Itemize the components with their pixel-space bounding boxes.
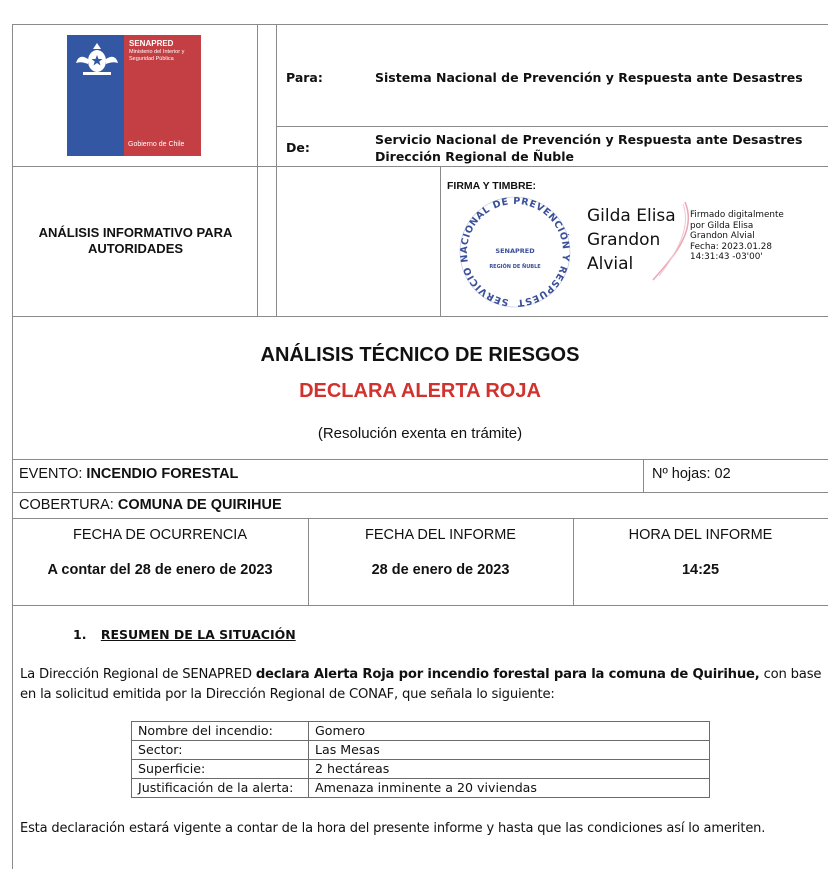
stamp-center-1: SENAPRED (495, 247, 535, 255)
signature-cell-divider (440, 166, 441, 316)
dates-top-divider (12, 518, 828, 519)
event-top-divider (12, 459, 828, 460)
fire-details-table (131, 721, 710, 798)
alert-title: DECLARA ALERTA ROJA (299, 380, 541, 402)
table-row (132, 741, 710, 760)
left-border (12, 24, 13, 869)
event-value: INCENDIO FORESTAL (86, 466, 239, 482)
de-value-line1: Servicio Nacional de Prevención y Respuesta ante Desastres (375, 132, 803, 147)
para-value: Sistema Nacional de Prevención y Respuesta ante Desastres (375, 70, 803, 85)
table-label-cell: Justificación de la alerta: (132, 779, 309, 798)
section-number: 1. (73, 627, 87, 642)
coverage-value: COMUNA DE QUIRIHUE (117, 497, 282, 513)
report-time-header: HORA DEL INFORME (628, 527, 773, 543)
coverage-label: COBERTURA: (19, 497, 114, 513)
logo-government: Gobierno de Chile (128, 141, 185, 148)
note-line4: Fecha: 2023.01.28 (690, 241, 772, 252)
signer-name-line3: Alvial (587, 254, 634, 274)
table-value-cell: 2 hectáreas (309, 760, 710, 779)
stamp-ring-text: SERVICIO NACIONAL DE PREVENCIÓN Y RESPUEST (458, 195, 572, 308)
event-line (19, 466, 238, 482)
coat-of-arms-icon (73, 39, 121, 79)
table-label-cell: Sector: (132, 741, 309, 760)
title-top-divider (12, 316, 828, 317)
para-de-divider (276, 126, 828, 127)
occurrence-value: A contar del 28 de enero de 2023 (47, 562, 273, 578)
report-date-value: 28 de enero de 2023 (371, 562, 510, 578)
header-divider-b (276, 24, 277, 316)
summary-pre: La Dirección Regional de SENAPRED (20, 667, 256, 682)
event-label: EVENTO: (19, 466, 83, 482)
table-value-cell: Amenaza inminente a 20 viviendas (309, 779, 710, 798)
note-line5: 14:31:43 -03'00' (690, 252, 763, 262)
logo-brand: SENAPRED (129, 39, 174, 48)
occurrence-header: FECHA DE OCURRENCIA (72, 527, 248, 543)
event-sheets-divider (643, 459, 644, 492)
top-border (12, 24, 828, 25)
table-row (132, 722, 710, 741)
subtitle: (Resolución exenta en trámite) (317, 425, 523, 442)
report-time-value: 14:25 (681, 562, 720, 578)
firma-label: FIRMA Y TIMBRE: (447, 180, 537, 192)
table-value-cell: Las Mesas (309, 741, 710, 760)
note-line1: Firmado digitalmente (690, 210, 784, 220)
table-row (132, 760, 710, 779)
table-value-cell: Gomero (309, 722, 710, 741)
digital-signature-note (690, 210, 784, 263)
de-value-line2: Dirección Regional de Ñuble (375, 149, 574, 164)
table-row (132, 779, 710, 798)
coverage-top-divider (12, 492, 828, 493)
senapred-logo (67, 35, 201, 156)
header-divider-a (257, 24, 258, 316)
summary-paragraph (20, 665, 824, 705)
report-date-header: FECHA DEL INFORME (365, 527, 516, 543)
section-heading (73, 627, 296, 642)
header-row-divider (12, 166, 828, 167)
stamp-center-2: REGIÓN DE ÑUBLE (489, 264, 541, 270)
logo-ministry: Ministerio del Interior y Seguridad Pública (129, 49, 185, 62)
sheet-count: Nº hojas: 02 (652, 466, 731, 482)
section-title: RESUMEN DE LA SITUACIÓN (100, 627, 296, 642)
de-value (375, 131, 802, 165)
summary-bold: declara Alerta Roja por incendio forestal para la comuna de Quirihue, (255, 667, 760, 682)
document-type: ANÁLISIS INFORMATIVO PARA AUTORIDADES (38, 225, 233, 256)
main-title: ANÁLISIS TÉCNICO DE RIESGOS (260, 344, 580, 366)
summary-post: con base en la solicitud emitida por la Dirección Regional de CONAF, que señala lo siguiente: (20, 667, 822, 702)
official-stamp (450, 193, 580, 311)
dates-bottom-divider (12, 605, 828, 606)
signer-name-line1: Gilda Elisa (587, 206, 676, 226)
coverage-line (19, 497, 282, 513)
signature-swoosh-icon (645, 200, 695, 284)
table-label-cell: Nombre del incendio: (132, 722, 309, 741)
signer-name-line2: Grandon (587, 230, 661, 250)
table-label-cell: Superficie: (132, 760, 309, 779)
de-label: De: (286, 140, 310, 155)
note-line3: Grandon Alvial (690, 231, 755, 241)
note-line2: por Gilda Elisa (690, 220, 754, 231)
closing-statement: Esta declaración estará vigente a contar de la hora del presente informe y hasta que las condiciones así lo ameriten. (20, 821, 766, 836)
para-label: Para: (286, 70, 323, 85)
